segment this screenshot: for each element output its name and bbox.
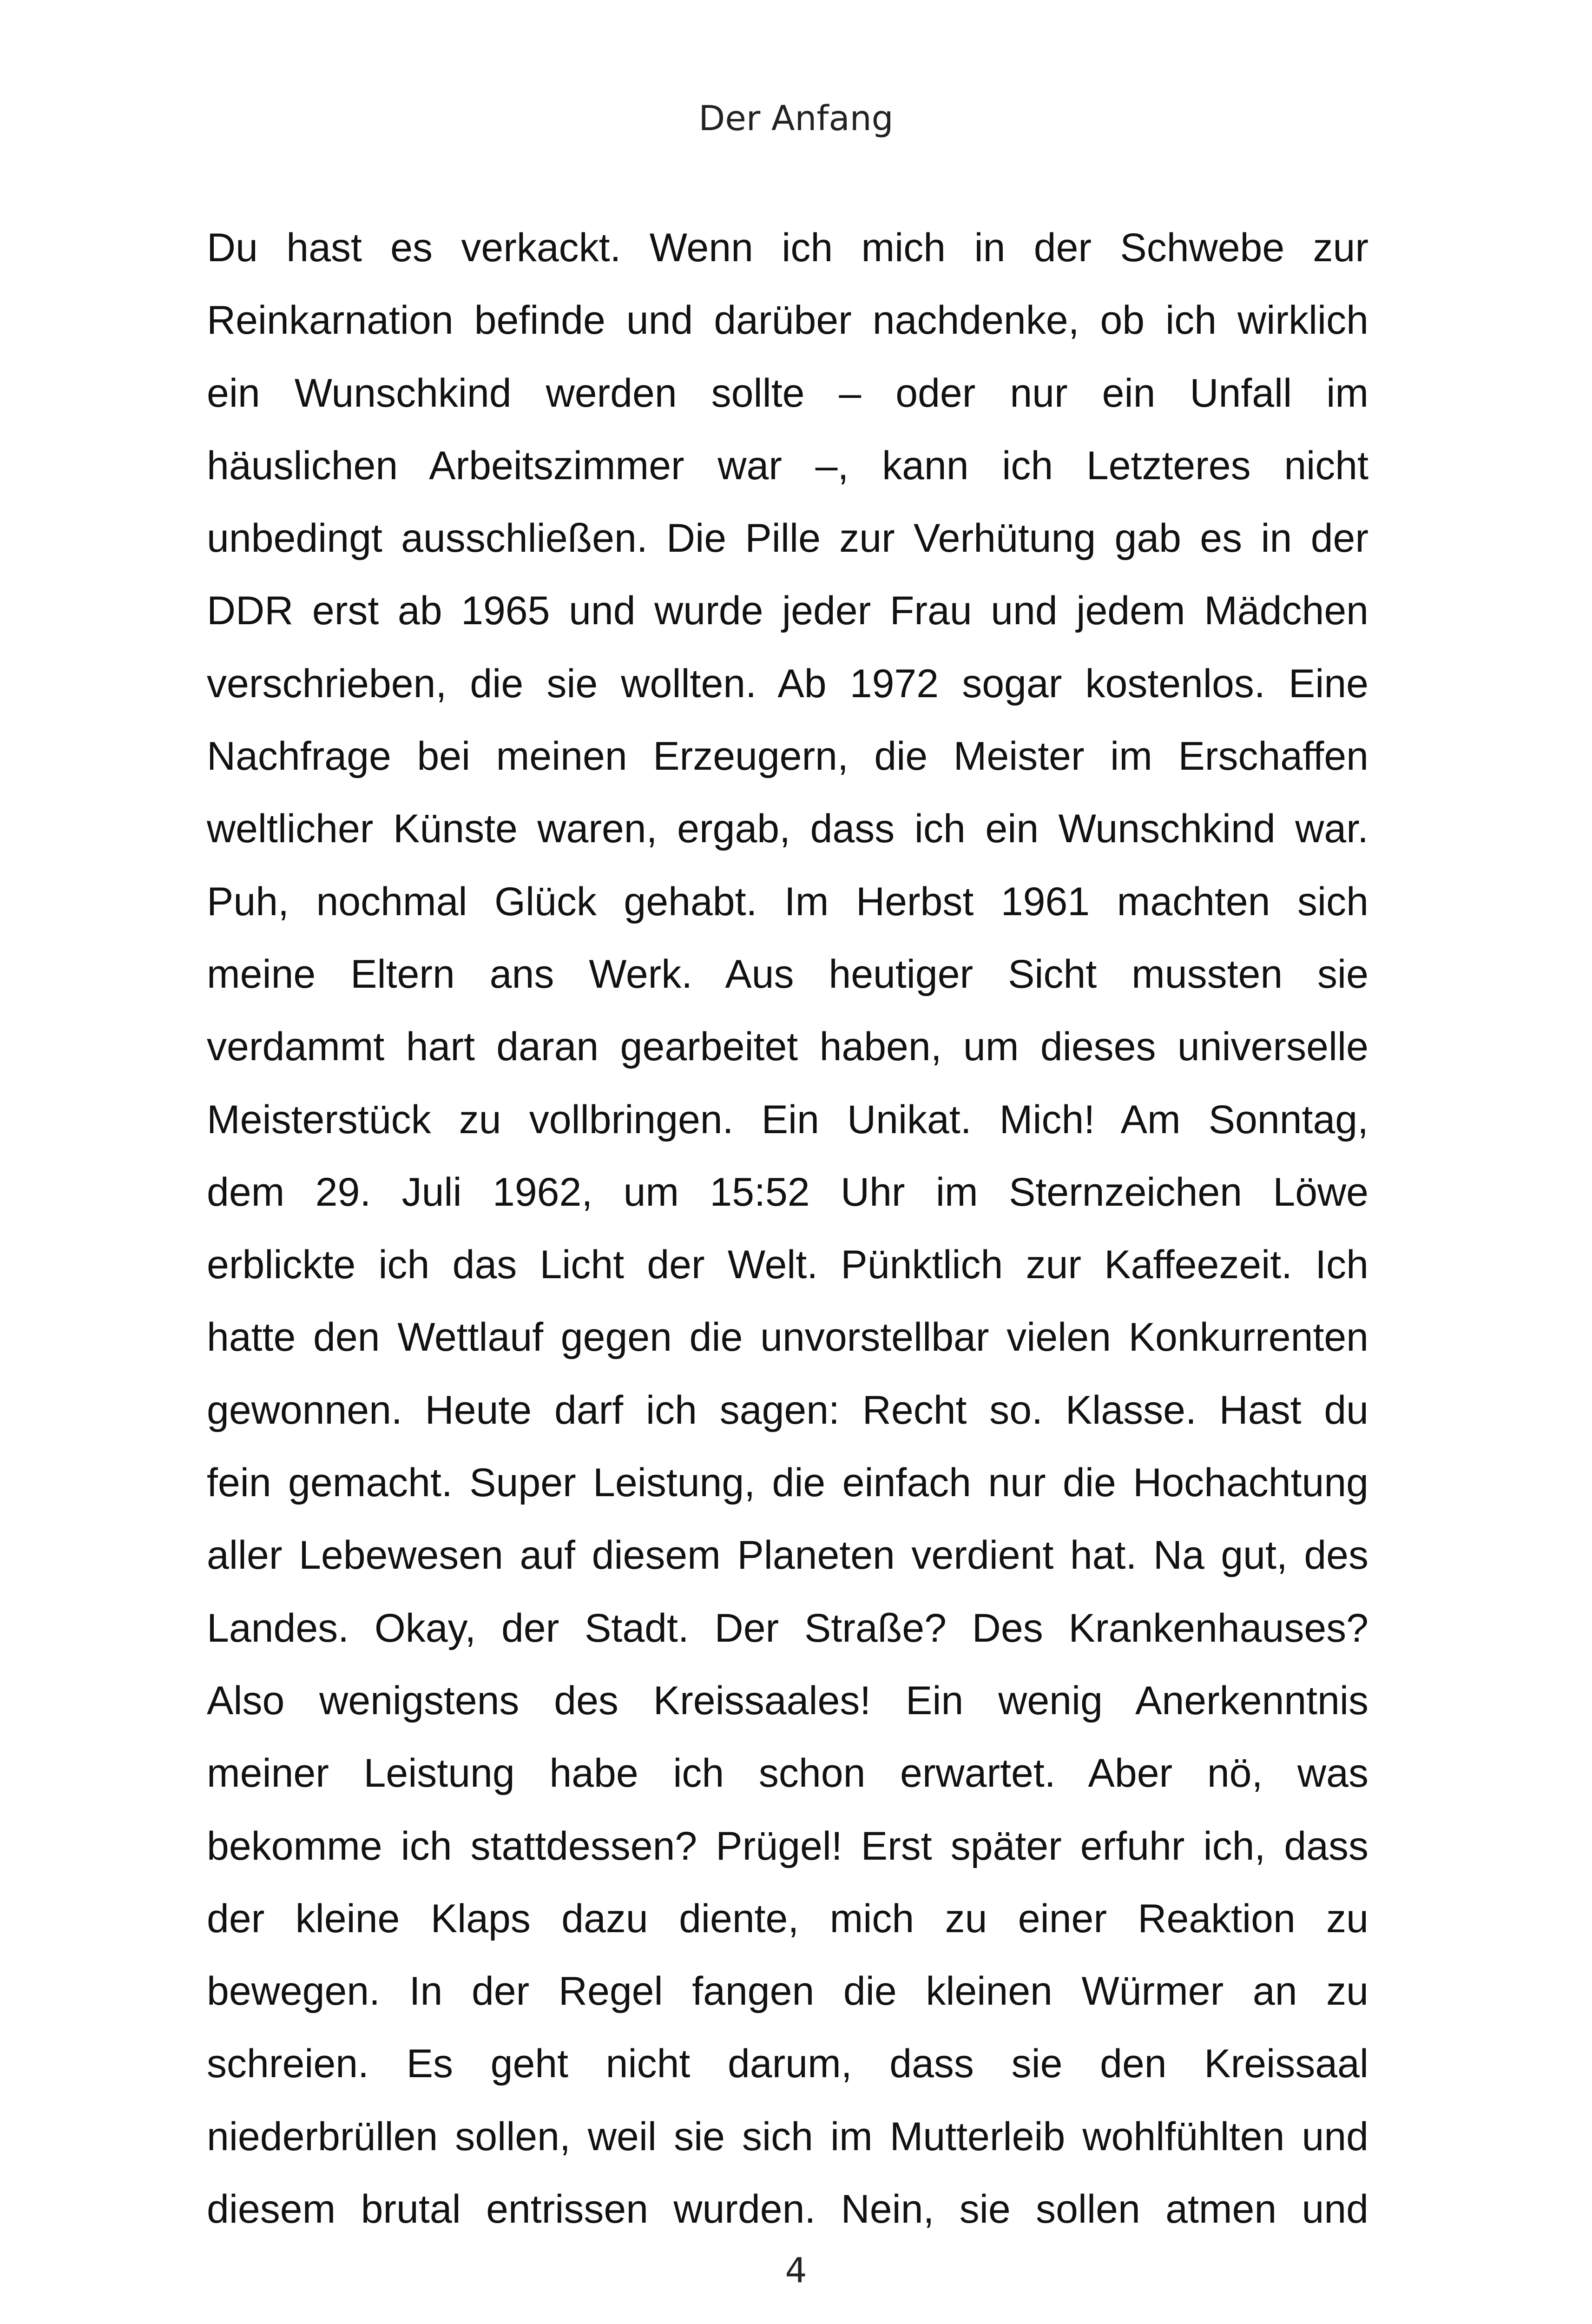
text-line: bewegen. In der Regel fangen die kleinen Würmer an zu xyxy=(207,1969,1368,2014)
text-line: weltlicher Künste waren, ergab, dass ich ein Wunschkind war. xyxy=(207,806,1368,852)
text-line: bekomme ich stattdessen? Prügel! Erst später erfuhr ich, dass xyxy=(207,1823,1368,1868)
text-line: meine Eltern ans Werk. Aus heutiger Sicht mussten sie xyxy=(207,951,1368,997)
page-number: 4 xyxy=(785,2251,807,2291)
text-line: meiner Leistung habe ich schon erwartet. Aber nö, was xyxy=(207,1751,1368,1796)
text-line: fein gemacht. Super Leistung, die einfach nur die Hochachtung xyxy=(207,1460,1368,1505)
text-line: DDR erst ab 1965 und wurde jeder Frau und jedem Mädchen xyxy=(207,588,1368,634)
text-line: aller Lebewesen auf diesem Planeten verdient hat. Na gut, des xyxy=(207,1533,1368,1578)
text-line: schreien. Es geht nicht darum, dass sie den Kreissaal xyxy=(207,2041,1368,2086)
text-line: Puh, nochmal Glück gehabt. Im Herbst 1961 machten sich xyxy=(207,879,1368,924)
text-line: der kleine Klaps dazu diente, mich zu einer Reaktion zu xyxy=(207,1896,1368,1941)
text-line: verschrieben, die sie wollten. Ab 1972 sogar kostenlos. Eine xyxy=(207,661,1368,706)
text-line: erblickte ich das Licht der Welt. Pünktlich zur Kaffeezeit. Ich xyxy=(207,1242,1368,1287)
text-line: häuslichen Arbeitszimmer war –, kann ich Letzteres nicht xyxy=(207,443,1368,488)
text-line: dem 29. Juli 1962, um 15:52 Uhr im Sternzeichen Löwe xyxy=(207,1169,1368,1215)
body-paragraph xyxy=(207,211,1368,2245)
text-line: niederbrüllen sollen, weil sie sich im Mutterleib wohlfühlten und xyxy=(207,2114,1368,2159)
text-line: hatte den Wettlauf gegen die unvorstellbar vielen Konkurrenten xyxy=(207,1315,1368,1360)
text-line: diesem brutal entrissen wurden. Nein, sie sollen atmen und xyxy=(207,2187,1368,2232)
text-line: Du hast es verkackt. Wenn ich mich in der Schwebe zur xyxy=(207,225,1368,270)
text-line: Meisterstück zu vollbringen. Ein Unikat. Mich! Am Sonntag, xyxy=(207,1097,1368,1142)
text-line: unbedingt ausschließen. Die Pille zur Verhütung gab es in der xyxy=(207,516,1368,561)
text-line: verdammt hart daran gearbeitet haben, um dieses universelle xyxy=(207,1024,1368,1070)
text-line: Landes. Okay, der Stadt. Der Straße? Des Krankenhauses? xyxy=(207,1605,1368,1651)
running-header: Der Anfang xyxy=(698,99,894,139)
text-line: ein Wunschkind werden sollte – oder nur ein Unfall im xyxy=(207,370,1368,416)
text-line: Nachfrage bei meinen Erzeugern, die Meister im Erschaffen xyxy=(207,734,1368,779)
text-line: Reinkarnation befinde und darüber nachdenke, ob ich wirklich xyxy=(207,298,1368,343)
text-line: Also wenigstens des Kreissaales! Ein wenig Anerkenntnis xyxy=(207,1678,1368,1723)
text-line: gewonnen. Heute darf ich sagen: Recht so. Klasse. Hast du xyxy=(207,1387,1368,1433)
